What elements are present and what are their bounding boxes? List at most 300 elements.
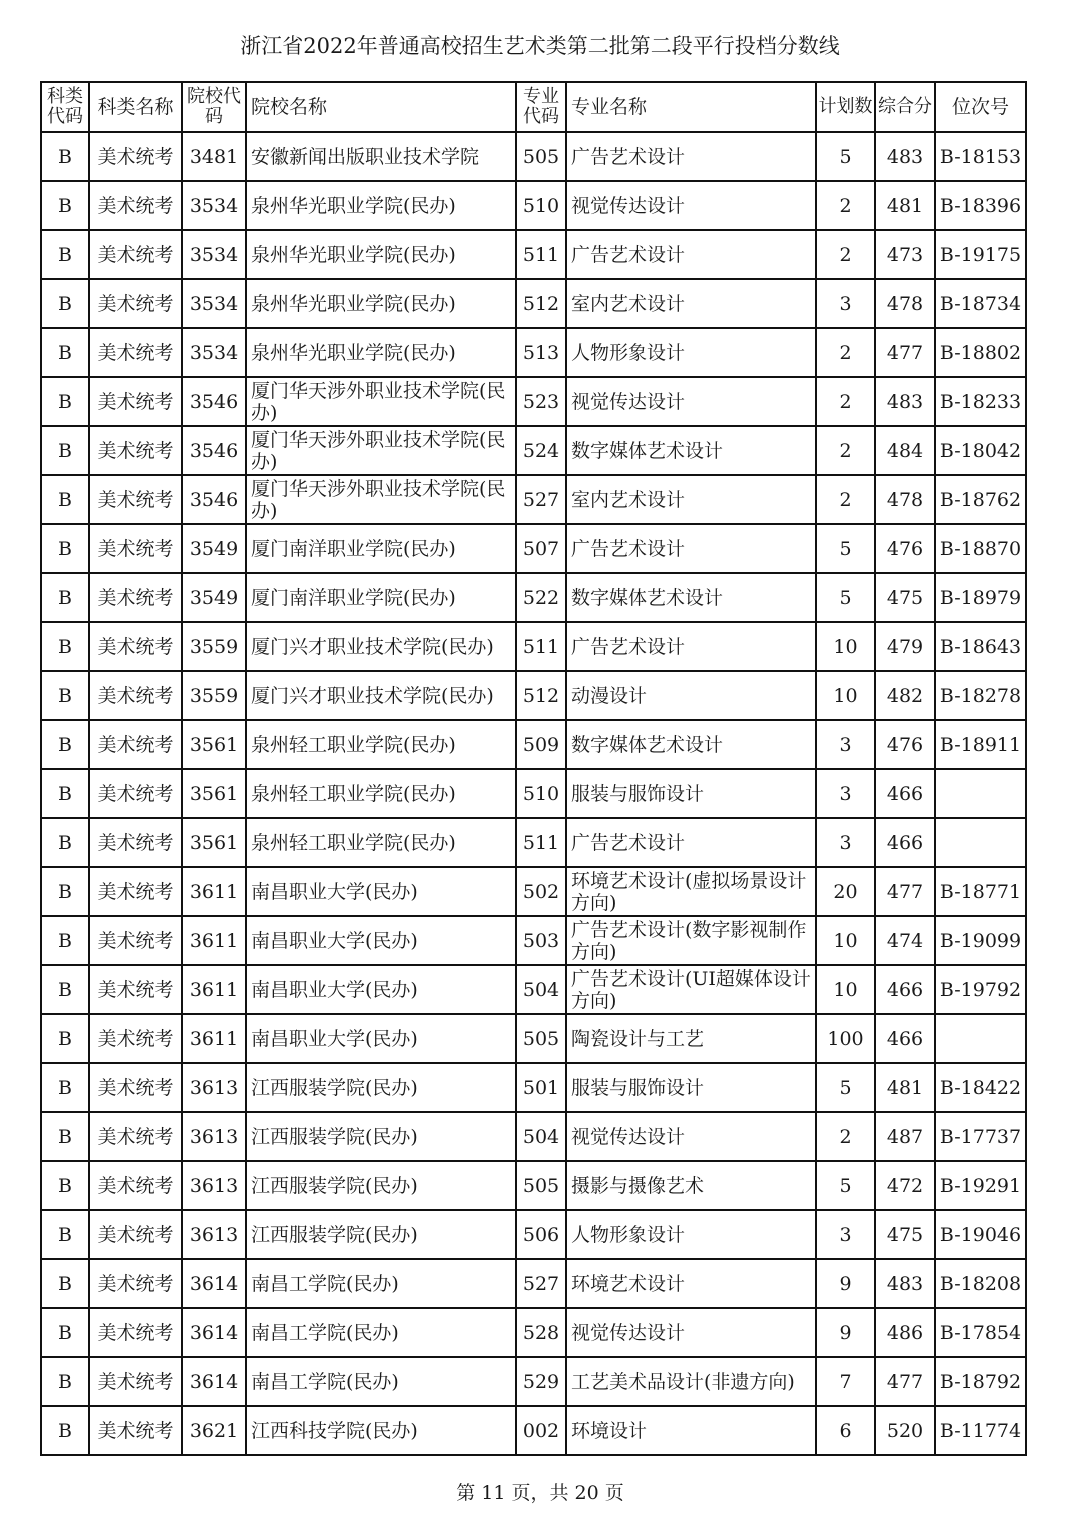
cell-subject-code	[41, 1014, 89, 1063]
cell-school-code	[182, 279, 246, 328]
cell-major-code	[516, 1014, 566, 1063]
cell-school-name-text: 泉州华光职业学院(民办)	[251, 194, 456, 217]
cell-score	[875, 818, 935, 867]
cell-plan	[816, 230, 875, 279]
cell-major-name	[566, 818, 816, 867]
cell-rank	[935, 818, 1026, 867]
cell-subject-code-text: B	[58, 292, 72, 315]
cell-school-name	[246, 916, 516, 965]
cell-rank-text: B-18153	[939, 145, 1022, 168]
table-row	[41, 1259, 1026, 1308]
cell-school-code	[182, 1161, 246, 1210]
cell-score	[875, 1210, 935, 1259]
cell-plan	[816, 1063, 875, 1112]
cell-score	[875, 671, 935, 720]
cell-school-code-text: 3613	[189, 1125, 239, 1148]
cell-score-text: 478	[886, 488, 924, 511]
cell-school-code-text: 3546	[189, 390, 239, 413]
cell-score-text: 479	[886, 635, 924, 658]
cell-score-text: 466	[886, 782, 924, 805]
cell-school-code	[182, 1112, 246, 1161]
cell-school-code	[182, 573, 246, 622]
cell-school-code-text: 3559	[189, 684, 239, 707]
cell-subject-name	[89, 916, 182, 965]
cell-rank	[935, 867, 1026, 916]
cell-subject-code	[41, 1112, 89, 1161]
cell-subject-name	[89, 230, 182, 279]
cell-rank	[935, 377, 1026, 426]
cell-rank	[935, 1357, 1026, 1406]
cell-subject-code	[41, 573, 89, 622]
cell-major-code	[516, 426, 566, 475]
header-subject-name: 科类名称	[89, 82, 182, 132]
cell-major-code	[516, 1112, 566, 1161]
table-row	[41, 475, 1026, 524]
cell-major-code-text: 511	[522, 243, 560, 266]
cell-score	[875, 279, 935, 328]
cell-plan-text: 3	[839, 292, 852, 315]
cell-major-code-text: 527	[522, 1272, 560, 1295]
cell-rank	[935, 1112, 1026, 1161]
cell-score	[875, 867, 935, 916]
cell-major-name	[566, 867, 816, 916]
cell-school-code-text: 3549	[189, 537, 239, 560]
cell-score	[875, 1063, 935, 1112]
cell-subject-name-text: 美术统考	[97, 831, 174, 854]
cell-plan	[816, 818, 875, 867]
cell-score-text: 476	[886, 537, 924, 560]
cell-subject-code-text: B	[58, 537, 72, 560]
cell-plan	[816, 867, 875, 916]
table-row	[41, 1357, 1026, 1406]
header-subject-code: 科类代码	[41, 82, 89, 132]
cell-score-text: 477	[886, 1370, 924, 1393]
cell-school-name	[246, 524, 516, 573]
cell-subject-code	[41, 916, 89, 965]
cell-score-text: 475	[886, 1223, 924, 1246]
cell-major-name	[566, 132, 816, 181]
cell-school-code	[182, 1406, 246, 1455]
cell-subject-name	[89, 1210, 182, 1259]
cell-school-name-text: 南昌职业大学(民办)	[251, 978, 418, 1001]
cell-subject-code-text: B	[58, 194, 72, 217]
cell-major-name-text: 数字媒体艺术设计	[571, 586, 724, 609]
cell-subject-name-text: 美术统考	[97, 439, 174, 462]
header-plan: 计划数	[816, 82, 875, 132]
cell-school-name	[246, 1357, 516, 1406]
cell-major-code	[516, 181, 566, 230]
table-row	[41, 1014, 1026, 1063]
cell-plan	[816, 622, 875, 671]
cell-subject-code-text: B	[58, 1125, 72, 1148]
document-title: 浙江省2022年普通高校招生艺术类第二批第二段平行投档分数线	[240, 34, 840, 58]
cell-major-code-text: 510	[522, 194, 560, 217]
cell-subject-code-text: B	[58, 929, 72, 952]
cell-school-name-text: 泉州轻工职业学院(民办)	[251, 733, 456, 756]
table-row	[41, 181, 1026, 230]
table-row	[41, 818, 1026, 867]
cell-subject-code	[41, 377, 89, 426]
cell-plan-text: 10	[833, 635, 858, 658]
cell-major-name-text: 摄影与摄像艺术	[571, 1174, 705, 1197]
cell-rank-text: B-19046	[939, 1223, 1022, 1246]
cell-rank	[935, 426, 1026, 475]
cell-plan-text: 2	[839, 390, 852, 413]
cell-school-code-text: 3614	[189, 1321, 239, 1344]
table-row	[41, 1063, 1026, 1112]
cell-subject-name	[89, 1112, 182, 1161]
cell-subject-code-text: B	[58, 439, 72, 462]
cell-subject-name-text: 美术统考	[97, 733, 174, 756]
cell-school-code	[182, 965, 246, 1014]
cell-rank	[935, 622, 1026, 671]
cell-rank	[935, 965, 1026, 1014]
cell-score-text: 473	[886, 243, 924, 266]
cell-rank-text: B-18643	[939, 635, 1022, 658]
cell-major-name-text: 广告艺术设计	[571, 243, 686, 266]
cell-subject-code-text: B	[58, 488, 72, 511]
cell-school-name	[246, 230, 516, 279]
cell-score	[875, 377, 935, 426]
cell-plan	[816, 1210, 875, 1259]
cell-major-name	[566, 1014, 816, 1063]
cell-subject-name-text: 美术统考	[97, 390, 174, 413]
cell-major-code	[516, 1161, 566, 1210]
cell-plan-text: 2	[839, 439, 852, 462]
cell-school-code	[182, 1063, 246, 1112]
cell-subject-code	[41, 671, 89, 720]
cell-major-code	[516, 720, 566, 769]
cell-school-name-text: 厦门华天涉外职业技术学院(民办)	[251, 379, 506, 424]
cell-subject-code-text: B	[58, 1272, 72, 1295]
cell-score-text: 476	[886, 733, 924, 756]
cell-school-name	[246, 965, 516, 1014]
cell-major-code-text: 502	[522, 880, 560, 903]
cell-subject-code	[41, 328, 89, 377]
header-major-code: 专业代码	[516, 82, 566, 132]
cell-subject-code	[41, 1210, 89, 1259]
cell-rank	[935, 230, 1026, 279]
cell-major-name-text: 广告艺术设计	[571, 635, 686, 658]
table-row	[41, 279, 1026, 328]
cell-school-code	[182, 916, 246, 965]
cell-major-code	[516, 328, 566, 377]
cell-subject-name	[89, 1259, 182, 1308]
cell-school-name	[246, 475, 516, 524]
cell-subject-name-text: 美术统考	[97, 1370, 174, 1393]
cell-subject-name-text: 美术统考	[97, 145, 174, 168]
cell-plan-text: 100	[827, 1027, 864, 1050]
cell-score-text: 474	[886, 929, 924, 952]
cell-score	[875, 426, 935, 475]
cell-score-text: 478	[886, 292, 924, 315]
cell-major-name	[566, 426, 816, 475]
cell-school-name-text: 泉州华光职业学院(民办)	[251, 243, 456, 266]
cell-rank	[935, 1259, 1026, 1308]
cell-major-name	[566, 377, 816, 426]
cell-school-code	[182, 181, 246, 230]
cell-major-name	[566, 1112, 816, 1161]
cell-plan-text: 5	[839, 1076, 852, 1099]
cell-major-code-text: 505	[522, 1174, 560, 1197]
cell-major-name-text: 环境艺术设计(虚拟场景设计方向)	[571, 869, 807, 914]
cell-major-name-text: 人物形象设计	[571, 1223, 686, 1246]
cell-plan	[816, 720, 875, 769]
cell-school-name-text: 厦门华天涉外职业技术学院(民办)	[251, 477, 506, 522]
cell-plan	[816, 965, 875, 1014]
cell-subject-name-text: 美术统考	[97, 292, 174, 315]
cell-rank-text: B-18422	[939, 1076, 1022, 1099]
cell-score	[875, 916, 935, 965]
cell-major-name-text: 数字媒体艺术设计	[571, 733, 724, 756]
cell-plan	[816, 1112, 875, 1161]
cell-major-code	[516, 867, 566, 916]
cell-subject-code	[41, 1357, 89, 1406]
cell-score-text: 466	[886, 831, 924, 854]
cell-score	[875, 769, 935, 818]
cell-plan	[816, 377, 875, 426]
cell-major-name	[566, 230, 816, 279]
cell-rank	[935, 524, 1026, 573]
cell-subject-name-text: 美术统考	[97, 537, 174, 560]
cell-rank-text: B-18233	[939, 390, 1022, 413]
cell-rank-text: B-18734	[939, 292, 1022, 315]
cell-major-code-text: 512	[522, 292, 560, 315]
cell-score	[875, 965, 935, 1014]
cell-major-code-text: 501	[522, 1076, 560, 1099]
cell-plan	[816, 132, 875, 181]
cell-plan-text: 6	[839, 1419, 852, 1442]
cell-major-name-text: 广告艺术设计(UI超媒体设计方向)	[571, 967, 811, 1012]
cell-school-code-text: 3534	[189, 243, 239, 266]
cell-score	[875, 1259, 935, 1308]
cell-score	[875, 328, 935, 377]
cell-subject-code-text: B	[58, 390, 72, 413]
cell-subject-name	[89, 769, 182, 818]
cell-major-code	[516, 1210, 566, 1259]
cell-major-name-text: 视觉传达设计	[571, 1125, 686, 1148]
cell-subject-name	[89, 622, 182, 671]
cell-subject-name	[89, 1161, 182, 1210]
table-row	[41, 328, 1026, 377]
cell-subject-code	[41, 426, 89, 475]
cell-subject-code-text: B	[58, 684, 72, 707]
cell-major-code-text: 523	[522, 390, 560, 413]
cell-major-name	[566, 279, 816, 328]
header-score: 综合分	[875, 82, 935, 132]
cell-plan-text: 10	[833, 684, 858, 707]
cell-score	[875, 1112, 935, 1161]
cell-subject-name-text: 美术统考	[97, 1174, 174, 1197]
cell-rank	[935, 1161, 1026, 1210]
cell-major-code-text: 002	[522, 1419, 560, 1442]
cell-plan	[816, 916, 875, 965]
cell-major-code-text: 507	[522, 537, 560, 560]
cell-score-text: 483	[886, 1272, 924, 1295]
cell-school-name-text: 泉州轻工职业学院(民办)	[251, 831, 456, 854]
cell-rank-text: B-18870	[939, 537, 1022, 560]
cell-subject-code	[41, 720, 89, 769]
cell-major-name-text: 陶瓷设计与工艺	[571, 1027, 705, 1050]
cell-major-code	[516, 916, 566, 965]
cell-score	[875, 1406, 935, 1455]
cell-score	[875, 1161, 935, 1210]
cell-school-name-text: 厦门兴才职业技术学院(民办)	[251, 684, 494, 707]
cell-major-code-text: 524	[522, 439, 560, 462]
cell-rank	[935, 1210, 1026, 1259]
cell-major-code-text: 505	[522, 145, 560, 168]
cell-school-code	[182, 1259, 246, 1308]
cell-major-code	[516, 132, 566, 181]
cell-subject-code	[41, 867, 89, 916]
cell-rank	[935, 720, 1026, 769]
cell-plan	[816, 1014, 875, 1063]
cell-school-name-text: 厦门南洋职业学院(民办)	[251, 537, 456, 560]
cell-major-name	[566, 1357, 816, 1406]
table-row	[41, 230, 1026, 279]
cell-school-code	[182, 475, 246, 524]
cell-major-code-text: 529	[522, 1370, 560, 1393]
cell-rank	[935, 328, 1026, 377]
cell-rank-text: B-19792	[939, 978, 1022, 1001]
cell-subject-name-text: 美术统考	[97, 586, 174, 609]
cell-rank-text: B-17737	[939, 1125, 1022, 1148]
cell-major-code-text: 506	[522, 1223, 560, 1246]
cell-school-code-text: 3559	[189, 635, 239, 658]
cell-subject-code-text: B	[58, 243, 72, 266]
cell-subject-code	[41, 1259, 89, 1308]
cell-school-code-text: 3611	[189, 978, 239, 1001]
cell-score-text: 466	[886, 1027, 924, 1050]
cell-subject-name	[89, 965, 182, 1014]
cell-major-name-text: 视觉传达设计	[571, 194, 686, 217]
cell-major-name-text: 广告艺术设计	[571, 537, 686, 560]
cell-major-code	[516, 377, 566, 426]
cell-school-code-text: 3611	[189, 929, 239, 952]
cell-score-text: 486	[886, 1321, 924, 1344]
cell-school-name-text: 江西服装学院(民办)	[251, 1076, 418, 1099]
cell-score-text: 483	[886, 390, 924, 413]
cell-subject-name-text: 美术统考	[97, 929, 174, 952]
cell-subject-code-text: B	[58, 1419, 72, 1442]
cell-major-name	[566, 1308, 816, 1357]
cell-plan-text: 5	[839, 145, 852, 168]
cell-school-code	[182, 132, 246, 181]
cell-plan	[816, 426, 875, 475]
cell-subject-name-text: 美术统考	[97, 488, 174, 511]
cell-subject-name	[89, 1308, 182, 1357]
cell-subject-name-text: 美术统考	[97, 1419, 174, 1442]
cell-subject-name	[89, 328, 182, 377]
cell-school-name-text: 南昌工学院(民办)	[251, 1321, 399, 1344]
cell-score	[875, 1357, 935, 1406]
cell-subject-name	[89, 720, 182, 769]
cell-subject-code-text: B	[58, 880, 72, 903]
cell-score	[875, 181, 935, 230]
table-row	[41, 132, 1026, 181]
cell-plan-text: 10	[833, 978, 858, 1001]
cell-school-code-text: 3613	[189, 1174, 239, 1197]
cell-subject-code	[41, 132, 89, 181]
cell-school-name-text: 江西服装学院(民办)	[251, 1223, 418, 1246]
cell-subject-code-text: B	[58, 1370, 72, 1393]
cell-subject-code-text: B	[58, 341, 72, 364]
cell-rank-text: B-19099	[939, 929, 1022, 952]
cell-school-code	[182, 524, 246, 573]
cell-school-code	[182, 769, 246, 818]
cell-plan-text: 7	[839, 1370, 852, 1393]
header-rank: 位次号	[935, 82, 1026, 132]
cell-major-name	[566, 1210, 816, 1259]
cell-school-code	[182, 377, 246, 426]
cell-rank-text: B-18042	[939, 439, 1022, 462]
cell-subject-name-text: 美术统考	[97, 1125, 174, 1148]
cell-major-name	[566, 1063, 816, 1112]
cell-score-text: 466	[886, 978, 924, 1001]
cell-plan	[816, 279, 875, 328]
cell-score-text: 520	[886, 1419, 924, 1442]
cell-score	[875, 1308, 935, 1357]
cell-school-name	[246, 1406, 516, 1455]
cell-school-code	[182, 1357, 246, 1406]
cell-rank-text: B-19175	[939, 243, 1022, 266]
cell-rank-text: B-18771	[939, 880, 1022, 903]
cell-school-name-text: 南昌工学院(民办)	[251, 1272, 399, 1295]
cell-school-name	[246, 1210, 516, 1259]
cell-score	[875, 1014, 935, 1063]
cell-rank	[935, 573, 1026, 622]
cell-rank-text: B-18762	[939, 488, 1022, 511]
cell-major-name-text: 广告艺术设计	[571, 145, 686, 168]
cell-subject-code	[41, 181, 89, 230]
cell-major-code	[516, 769, 566, 818]
cell-subject-code	[41, 769, 89, 818]
cell-major-code	[516, 671, 566, 720]
header-major-name: 专业名称	[566, 82, 816, 132]
table-body	[41, 132, 1026, 1455]
cell-major-name	[566, 769, 816, 818]
cell-school-name-text: 江西科技学院(民办)	[251, 1419, 418, 1442]
cell-subject-name	[89, 524, 182, 573]
cell-score-text: 477	[886, 880, 924, 903]
cell-plan	[816, 1308, 875, 1357]
cell-subject-name	[89, 475, 182, 524]
table-row	[41, 1161, 1026, 1210]
cell-school-code-text: 3481	[189, 145, 239, 168]
cell-subject-code	[41, 622, 89, 671]
cell-school-code	[182, 818, 246, 867]
cell-major-code	[516, 1308, 566, 1357]
cell-score	[875, 475, 935, 524]
table-row	[41, 1210, 1026, 1259]
cell-school-code-text: 3614	[189, 1272, 239, 1295]
cell-plan	[816, 328, 875, 377]
cell-school-code-text: 3613	[189, 1076, 239, 1099]
cell-subject-code	[41, 230, 89, 279]
cell-subject-name-text: 美术统考	[97, 880, 174, 903]
cell-school-code-text: 3546	[189, 488, 239, 511]
table-row	[41, 573, 1026, 622]
cell-plan-text: 2	[839, 194, 852, 217]
cell-school-code	[182, 671, 246, 720]
cell-school-name-text: 南昌职业大学(民办)	[251, 1027, 418, 1050]
cell-plan	[816, 1259, 875, 1308]
cell-school-name	[246, 1014, 516, 1063]
cell-subject-name-text: 美术统考	[97, 1076, 174, 1099]
cell-major-name	[566, 524, 816, 573]
table-row	[41, 867, 1026, 916]
cell-school-code-text: 3561	[189, 733, 239, 756]
